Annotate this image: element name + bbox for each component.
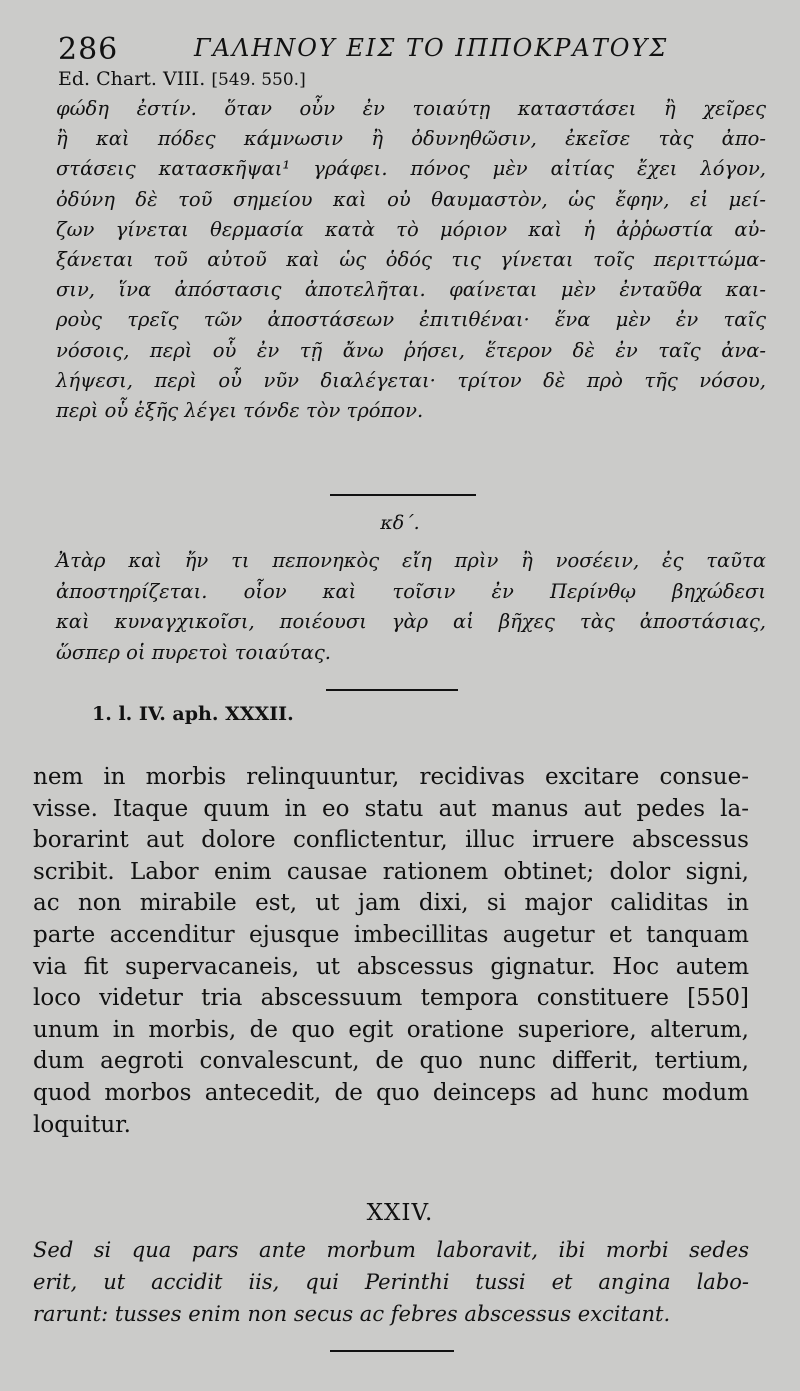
greek-aphorism-quote (56, 546, 766, 668)
latin-quote-line: rarunt: tusses enim non secus ac febres abscessus excitant. (33, 1302, 671, 1326)
latin-commentary-line: scribit. Labor enim causae rationem obtinet; dolor signi, (33, 858, 749, 885)
greek-commentary-line: φώδη ἐστίν. ὅταν οὖν ἐν τοιαύτῃ καταστάσει ἢ χεῖρες (56, 97, 766, 120)
greek-commentary-line: ξάνεται τοῦ αὐτοῦ καὶ ὡς ὁδός τις γίνεται τοῖς περιττώμα- (56, 248, 766, 272)
latin-quote-line: Sed si qua pars ante morbum laboravit, ibi morbi sedes (33, 1238, 749, 1262)
greek-quote-line: ὥσπερ οἱ πυρετοὶ τοιαύτας. (56, 640, 331, 664)
latin-aphorism-quote (33, 1234, 749, 1330)
latin-commentary-line: parte accenditur ejusque imbecillitas augetur et tanquam (33, 921, 749, 948)
greek-commentary-line: ἢ καὶ πόδες κάμνωσιν ἢ ὀδυνηθῶσιν, ἐκεῖσε τὰς ἀπο- (56, 127, 766, 151)
latin-commentary-line: visse. Itaque quum in eo statu aut manus aut pedes la- (33, 795, 749, 822)
greek-commentary-line: σιν, ἵνα ἀπόστασις ἀποτελῆται. φαίνεται μὲν ἐνταῦθα και- (56, 278, 766, 302)
greek-commentary-line: ροὺς τρεῖς τῶν ἀποστάσεων ἐπιτιθέναι· ἕνα μὲν ἐν ταῖς (56, 308, 766, 332)
footnote: 1. l. IV. aph. XXXII. (92, 703, 294, 725)
latin-commentary (33, 762, 749, 1141)
running-title: ΓΑΛΗΝΟΥ ΕΙΣ ΤΟ ΙΠΠΟΚΡΑΤΟΥΣ (194, 34, 669, 62)
greek-commentary-line: περὶ οὗ ἑξῆς λέγει τόνδε τὸν τρόπον. (56, 399, 424, 423)
footnote-rule (326, 689, 458, 691)
latin-commentary-line: loco videtur tria abscessuum tempora constituere [550] (33, 985, 749, 1012)
greek-commentary-line: λήψεσι, περὶ οὗ νῦν διαλέγεται· τρίτον δὲ πρὸ τῆς νόσου, (56, 368, 766, 392)
latin-section-number: XXIV. (366, 1200, 434, 1226)
latin-commentary-line: nem in morbis relinquuntur, recidivas excitare consue- (33, 764, 749, 790)
greek-quote-line: καὶ κυναγχικοῖσι, ποιέουσι γὰρ αἱ βῆχες τὰς ἀποστάσιας, (56, 610, 766, 633)
greek-commentary-line: στάσεις κατασκῆψαι¹ γράφει. πόνος μὲν αἰτίας ἔχει λόγον, (56, 157, 766, 181)
section-rule (330, 494, 476, 496)
greek-commentary-line: ζων γίνεται θερμασία κατὰ τὸ μόριον καὶ ἡ ἀῤῥωστία αὐ- (56, 217, 766, 241)
edition-pages: [549. 550.] (211, 70, 306, 90)
page-header (58, 28, 748, 68)
greek-quote-line: ἀποστηρίζεται. οἷον καὶ τοῖσιν ἐν Περίνθῳ βηχώδεσι (56, 579, 766, 603)
latin-commentary-line: ac non mirabile est, ut jam dixi, si major caliditas in (33, 890, 749, 917)
greek-commentary-line: ὀδύνη δὲ τοῦ σημείου καὶ οὐ θαυμαστὸν, ὡς ἔφην, εἰ μεί- (56, 187, 766, 211)
page-number: 286 (58, 32, 119, 67)
closing-rule (330, 1350, 454, 1352)
latin-commentary-line: borarint aut dolore conflictentur, illuc irruere abscessus (33, 827, 749, 854)
greek-commentary-line: νόσοις, περὶ οὗ ἐν τῇ ἄνω ῥήσει, ἕτερον δὲ ἐν ταῖς ἀνα- (56, 338, 766, 362)
latin-commentary-line: loquitur. (33, 1111, 131, 1138)
edition-reference (58, 68, 306, 90)
greek-section-number: κδ΄. (380, 512, 420, 534)
latin-commentary-line: unum in morbis, de quo egit oratione superiore, alterum, (33, 1016, 749, 1043)
greek-quote-line: Ἀτὰρ καὶ ἤν τι πεπονηκὸς εἴη πρὶν ἢ νοσέειν, ἐς ταῦτα (56, 549, 766, 572)
latin-commentary-line: quod morbos antecedit, de quo deinceps ad hunc modum (33, 1079, 749, 1106)
edition-label: Ed. Chart. VIII. (58, 68, 206, 90)
latin-commentary-line: via fit supervacaneis, ut abscessus gignatur. Hoc autem (33, 953, 749, 980)
latin-quote-line: erit, ut accidit iis, qui Perinthi tussi et angina labo- (33, 1270, 749, 1294)
greek-commentary (56, 94, 766, 426)
latin-commentary-line: dum aegroti convalescunt, de quo nunc differit, tertium, (33, 1048, 749, 1075)
